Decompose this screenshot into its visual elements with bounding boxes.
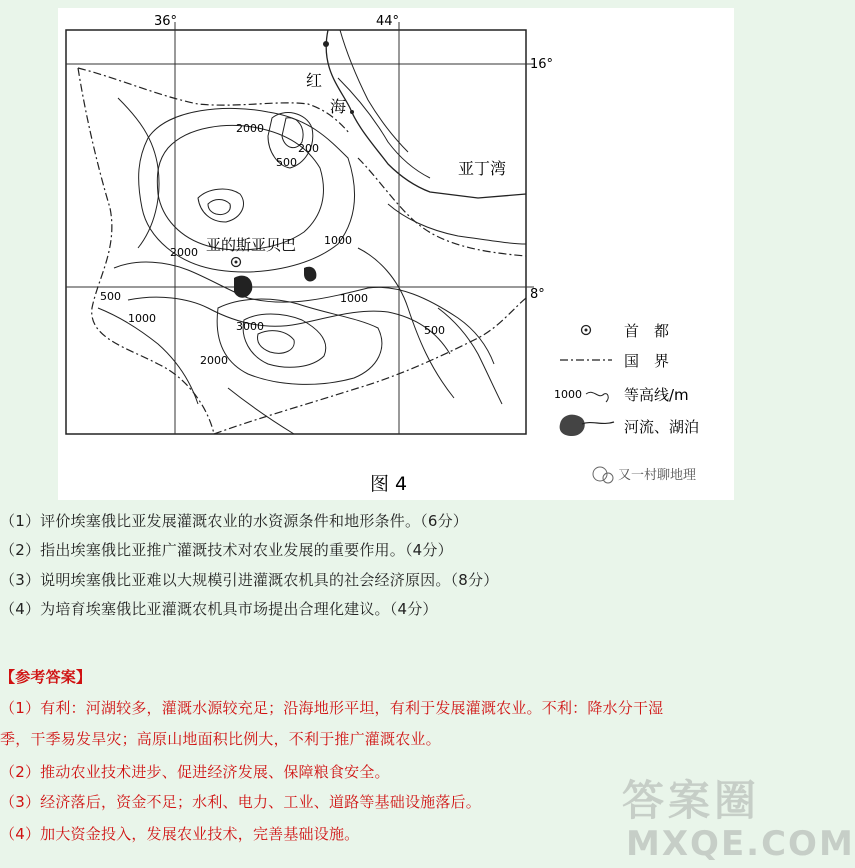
legend-label-border: 国 界 [624,352,670,370]
map-frame [66,30,526,434]
island [350,110,354,114]
figure-caption: 图 4 [370,473,408,495]
question-1: （1）评价埃塞俄比亚发展灌溉农业的水资源条件和地形条件。（6分） [0,512,468,530]
contour-label: 1000 [340,292,368,305]
contour-label: 200 [298,142,319,155]
question-2: （2）指出埃塞俄比亚推广灌溉技术对农业发展的重要作用。（4分） [0,541,453,559]
lake [304,267,316,282]
wechat-icon-bubble [603,473,613,483]
red-sea-label-1: 红 [306,71,323,90]
capital-label: 亚的斯亚贝巴 [206,236,297,254]
topographic-map [58,8,734,500]
watermark-logo-text: 答案圈 [622,776,761,825]
island [323,41,329,47]
lat-label-8: 8° [530,287,545,302]
lat-label-16: 16° [530,57,554,72]
lon-label-36: 36° [154,14,178,29]
national-borders [78,68,526,434]
answer-heading: 【参考答案】 [0,668,92,686]
capital-marker-dot [235,261,238,264]
question-4: （4）为培育埃塞俄比亚灌溉农机具市场提出合理化建议。（4分） [0,600,438,618]
ethiopia-map-figure [58,8,734,500]
contour-label: 500 [100,290,121,303]
contour-label: 3000 [236,320,264,333]
legend-label-river-lake: 河流、湖泊 [624,418,700,436]
contour-label: 2000 [170,246,198,259]
contour-label: 500 [276,156,297,169]
contour-lines [98,78,526,404]
watermark-url: MXQE.COM [626,824,855,864]
contour-symbol [586,392,608,402]
legend-label-capital: 首 都 [624,322,670,340]
legend-contour-value: 1000 [554,388,582,401]
answer-line-5: （4）加大资金投入，发展农业技术，完善基础设施。 [0,825,360,843]
answer-line-4: （3）经济落后，资金不足；水利、电力、工业、道路等基础设施落后。 [0,793,481,811]
answer-line-3: （2）推动农业技术进步、促进经济发展、保障粮食安全。 [0,763,390,781]
river-symbol [582,422,614,424]
red-sea-label-2: 海 [330,97,347,116]
contour-label: 500 [424,324,445,337]
map-legend [554,322,699,436]
watermark [612,768,855,866]
lon-label-44: 44° [376,14,400,29]
gulf-of-aden-label: 亚丁湾 [458,159,507,178]
credit-badge [593,467,696,483]
contour-label: 1000 [128,312,156,325]
lake [234,276,252,298]
credit-text: 又一村聊地理 [618,468,697,483]
river-lake-symbol [560,415,585,436]
contour-label: 1000 [324,234,352,247]
answer-line-1: （1）有利：河湖较多，灌溉水源较充足；沿海地形平坦，有利于发展灌溉农业。不利：降水分干湿 [0,699,664,717]
contour-label: 2000 [236,122,264,135]
capital-symbol-dot [585,329,588,332]
answer-line-2: 季，干季易发旱灾；高原山地面积比例大，不利于推广灌溉农业。 [0,730,441,748]
contour-label: 2000 [200,354,228,367]
question-3: （3）说明埃塞俄比亚难以大规模引进灌溉农机具的社会经济原因。（8分） [0,571,499,589]
legend-label-contour: 等高线/m [624,386,689,404]
